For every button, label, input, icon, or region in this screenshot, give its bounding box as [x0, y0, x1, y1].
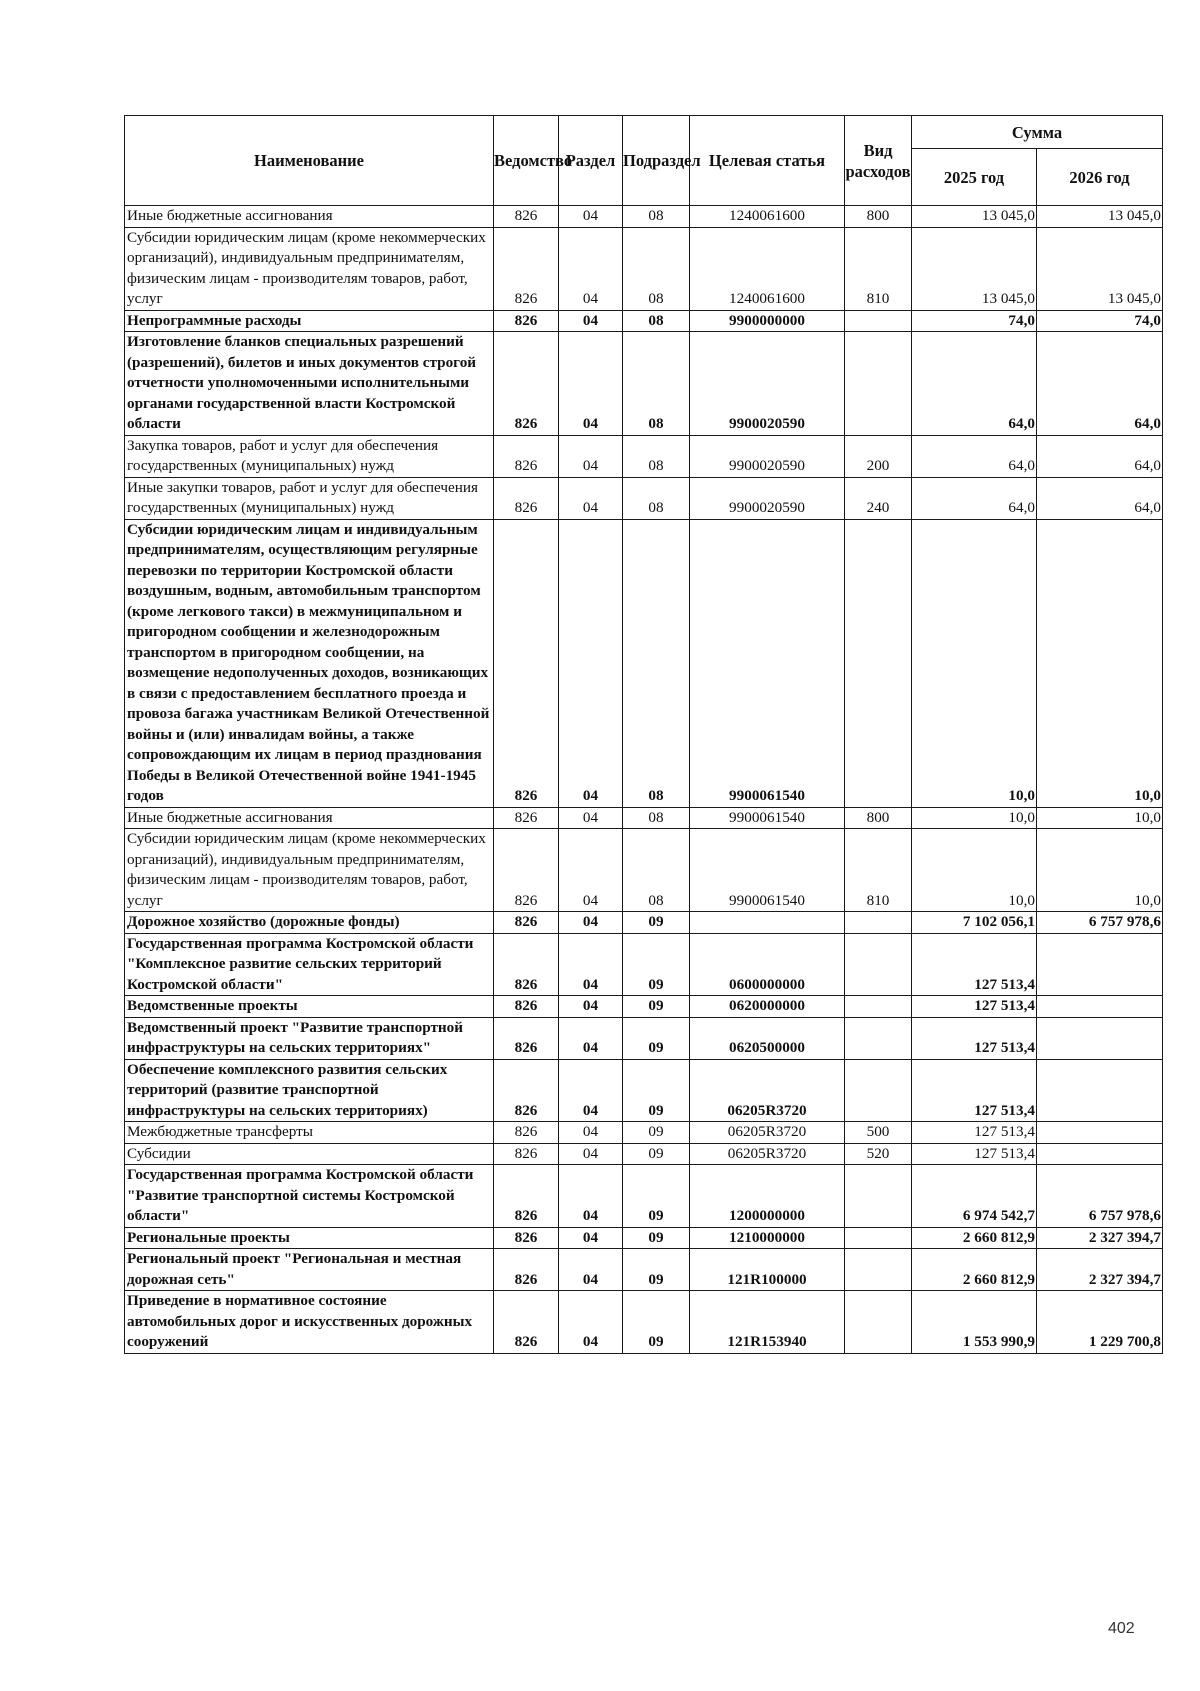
cell-expense-type — [845, 1165, 912, 1228]
budget-table — [124, 115, 1163, 1354]
cell-sum-2025: 10,0 — [912, 807, 1037, 829]
cell-target-article: 9900061540 — [690, 829, 845, 912]
cell-sum-2026: 2 327 394,7 — [1037, 1227, 1163, 1249]
cell-name: Приведение в нормативное состояние автомобильных дорог и искусственных дорожных сооружений — [125, 1291, 494, 1354]
cell-department: 826 — [494, 1122, 559, 1144]
cell-department: 826 — [494, 1165, 559, 1228]
cell-section: 04 — [559, 206, 623, 228]
cell-sum-2026: 74,0 — [1037, 310, 1163, 332]
cell-department: 826 — [494, 206, 559, 228]
table-row — [125, 1227, 1163, 1249]
cell-sum-2025: 13 045,0 — [912, 206, 1037, 228]
header-expense-type: Вид расходов — [845, 116, 912, 206]
table-row — [125, 1059, 1163, 1122]
cell-sum-2025: 64,0 — [912, 332, 1037, 436]
cell-sum-2026: 10,0 — [1037, 519, 1163, 807]
table-row — [125, 519, 1163, 807]
table-row — [125, 332, 1163, 436]
cell-department: 826 — [494, 912, 559, 934]
cell-name: Закупка товаров, работ и услуг для обеспечения государственных (муниципальных) нужд — [125, 435, 494, 477]
cell-department: 826 — [494, 477, 559, 519]
cell-expense-type: 810 — [845, 829, 912, 912]
cell-sum-2026: 6 757 978,6 — [1037, 1165, 1163, 1228]
cell-sum-2026: 10,0 — [1037, 807, 1163, 829]
cell-section: 04 — [559, 332, 623, 436]
cell-department: 826 — [494, 1227, 559, 1249]
cell-sum-2025: 127 513,4 — [912, 1122, 1037, 1144]
cell-department: 826 — [494, 1017, 559, 1059]
cell-target-article: 1200000000 — [690, 1165, 845, 1228]
table-row — [125, 912, 1163, 934]
header-target-article: Целевая статья — [690, 116, 845, 206]
cell-expense-type: 800 — [845, 807, 912, 829]
table-row — [125, 227, 1163, 310]
cell-subsection: 09 — [623, 912, 690, 934]
cell-section: 04 — [559, 1059, 623, 1122]
cell-expense-type — [845, 996, 912, 1018]
cell-department: 826 — [494, 1143, 559, 1165]
cell-department: 826 — [494, 1059, 559, 1122]
cell-sum-2025: 10,0 — [912, 519, 1037, 807]
cell-section: 04 — [559, 933, 623, 996]
cell-section: 04 — [559, 829, 623, 912]
cell-department: 826 — [494, 996, 559, 1018]
cell-sum-2025: 2 660 812,9 — [912, 1249, 1037, 1291]
cell-target-article: 06205R3720 — [690, 1122, 845, 1144]
cell-target-article: 121R153940 — [690, 1291, 845, 1354]
cell-name: Межбюджетные трансферты — [125, 1122, 494, 1144]
cell-name: Иные бюджетные ассигнования — [125, 206, 494, 228]
cell-target-article: 1240061600 — [690, 206, 845, 228]
cell-department: 826 — [494, 829, 559, 912]
cell-sum-2026: 6 757 978,6 — [1037, 912, 1163, 934]
cell-expense-type — [845, 519, 912, 807]
cell-section: 04 — [559, 1122, 623, 1144]
cell-expense-type: 800 — [845, 206, 912, 228]
cell-sum-2025: 64,0 — [912, 435, 1037, 477]
table-row — [125, 829, 1163, 912]
cell-department: 826 — [494, 310, 559, 332]
cell-subsection: 09 — [623, 1059, 690, 1122]
cell-subsection: 09 — [623, 1249, 690, 1291]
cell-sum-2026: 64,0 — [1037, 435, 1163, 477]
header-sum: Сумма — [912, 116, 1163, 149]
cell-section: 04 — [559, 227, 623, 310]
cell-target-article: 0600000000 — [690, 933, 845, 996]
cell-expense-type — [845, 310, 912, 332]
cell-subsection: 08 — [623, 206, 690, 228]
cell-sum-2025: 74,0 — [912, 310, 1037, 332]
cell-sum-2026 — [1037, 996, 1163, 1018]
cell-sum-2026: 64,0 — [1037, 332, 1163, 436]
cell-expense-type: 500 — [845, 1122, 912, 1144]
cell-name: Государственная программа Костромской области "Комплексное развитие сельских территорий Костромской области" — [125, 933, 494, 996]
cell-target-article: 0620000000 — [690, 996, 845, 1018]
cell-expense-type — [845, 1249, 912, 1291]
cell-sum-2025: 13 045,0 — [912, 227, 1037, 310]
cell-name: Изготовление бланков специальных разрешений (разрешений), билетов и иных документов строгой отчетности уполномоченными исполнительными органами государственной власти Костромской области — [125, 332, 494, 436]
table-body — [125, 206, 1163, 1354]
cell-section: 04 — [559, 807, 623, 829]
cell-name: Субсидии юридическим лицам и индивидуальным предпринимателям, осуществляющим регулярные перевозки по территории Костромской области воздушным, водным, автомобильным транспортом (кроме легкового такси) в межмуниципальном и пригородном сообщении и железнодорожным транспортом в пригородном сообщении, на возмещение недополученных доходов, возникающих в связи с предоставлением бесплатного проезда и провоза багажа участникам Великой Отечественной войны и (или) инвалидам войны, а также сопровождающим их лицам в период празднования Победы в Великой Отечественной войне 1941-1945 годов — [125, 519, 494, 807]
cell-target-article: 9900020590 — [690, 332, 845, 436]
cell-department: 826 — [494, 435, 559, 477]
cell-subsection: 09 — [623, 933, 690, 996]
cell-name: Обеспечение комплексного развития сельских территорий (развитие транспортной инфраструктуры на сельских территориях) — [125, 1059, 494, 1122]
cell-name: Иные закупки товаров, работ и услуг для обеспечения государственных (муниципальных) нужд — [125, 477, 494, 519]
cell-sum-2025: 127 513,4 — [912, 933, 1037, 996]
table-row — [125, 996, 1163, 1018]
cell-subsection: 08 — [623, 519, 690, 807]
cell-target-article: 1210000000 — [690, 1227, 845, 1249]
cell-section: 04 — [559, 1165, 623, 1228]
cell-name: Региональные проекты — [125, 1227, 494, 1249]
cell-expense-type: 810 — [845, 227, 912, 310]
cell-department: 826 — [494, 807, 559, 829]
cell-sum-2025: 10,0 — [912, 829, 1037, 912]
cell-sum-2025: 1 553 990,9 — [912, 1291, 1037, 1354]
cell-subsection: 08 — [623, 477, 690, 519]
cell-department: 826 — [494, 332, 559, 436]
cell-expense-type — [845, 933, 912, 996]
cell-name: Иные бюджетные ассигнования — [125, 807, 494, 829]
table-row — [125, 1017, 1163, 1059]
table-row — [125, 477, 1163, 519]
cell-section: 04 — [559, 1143, 623, 1165]
cell-section: 04 — [559, 912, 623, 934]
cell-sum-2026: 1 229 700,8 — [1037, 1291, 1163, 1354]
cell-target-article: 9900020590 — [690, 477, 845, 519]
cell-target-article: 0620500000 — [690, 1017, 845, 1059]
table-row — [125, 1165, 1163, 1228]
cell-section: 04 — [559, 1249, 623, 1291]
cell-subsection: 09 — [623, 1165, 690, 1228]
cell-expense-type — [845, 1017, 912, 1059]
cell-section: 04 — [559, 477, 623, 519]
cell-department: 826 — [494, 933, 559, 996]
cell-target-article: 9900000000 — [690, 310, 845, 332]
cell-name: Дорожное хозяйство (дорожные фонды) — [125, 912, 494, 934]
cell-sum-2026 — [1037, 1059, 1163, 1122]
cell-sum-2025: 2 660 812,9 — [912, 1227, 1037, 1249]
cell-sum-2025: 127 513,4 — [912, 996, 1037, 1018]
cell-sum-2026: 2 327 394,7 — [1037, 1249, 1163, 1291]
cell-department: 826 — [494, 1291, 559, 1354]
cell-subsection: 08 — [623, 807, 690, 829]
cell-subsection: 09 — [623, 1122, 690, 1144]
table-row — [125, 1291, 1163, 1354]
cell-sum-2025: 127 513,4 — [912, 1059, 1037, 1122]
cell-subsection: 08 — [623, 435, 690, 477]
cell-subsection: 09 — [623, 1143, 690, 1165]
cell-target-article: 9900020590 — [690, 435, 845, 477]
cell-section: 04 — [559, 519, 623, 807]
cell-department: 826 — [494, 1249, 559, 1291]
header-subsection: Подраздел — [623, 116, 690, 206]
cell-subsection: 09 — [623, 1017, 690, 1059]
cell-department: 826 — [494, 519, 559, 807]
cell-expense-type — [845, 1059, 912, 1122]
cell-expense-type: 240 — [845, 477, 912, 519]
cell-target-article: 1240061600 — [690, 227, 845, 310]
table-row — [125, 933, 1163, 996]
header-department: Ведомство — [494, 116, 559, 206]
table-row — [125, 807, 1163, 829]
cell-section: 04 — [559, 996, 623, 1018]
cell-name: Субсидии — [125, 1143, 494, 1165]
cell-subsection: 09 — [623, 996, 690, 1018]
cell-sum-2026 — [1037, 1143, 1163, 1165]
cell-name: Субсидии юридическим лицам (кроме некоммерческих организаций), индивидуальным предпринимателям, физическим лицам - производителям товаров, работ, услуг — [125, 227, 494, 310]
cell-target-article — [690, 912, 845, 934]
cell-name: Ведомственные проекты — [125, 996, 494, 1018]
cell-sum-2025: 127 513,4 — [912, 1017, 1037, 1059]
cell-name: Непрограммные расходы — [125, 310, 494, 332]
header-year-2025: 2025 год — [912, 149, 1037, 206]
cell-expense-type — [845, 1291, 912, 1354]
cell-subsection: 08 — [623, 310, 690, 332]
cell-expense-type: 200 — [845, 435, 912, 477]
cell-subsection: 08 — [623, 332, 690, 436]
cell-target-article: 9900061540 — [690, 519, 845, 807]
cell-subsection: 08 — [623, 227, 690, 310]
cell-subsection: 09 — [623, 1291, 690, 1354]
cell-name: Государственная программа Костромской области "Развитие транспортной системы Костромской области" — [125, 1165, 494, 1228]
cell-section: 04 — [559, 1017, 623, 1059]
cell-sum-2025: 7 102 056,1 — [912, 912, 1037, 934]
header-name: Наименование — [125, 116, 494, 206]
cell-expense-type — [845, 1227, 912, 1249]
cell-name: Субсидии юридическим лицам (кроме некоммерческих организаций), индивидуальным предпринимателям, физическим лицам - производителям товаров, работ, услуг — [125, 829, 494, 912]
cell-department: 826 — [494, 227, 559, 310]
cell-sum-2026: 13 045,0 — [1037, 206, 1163, 228]
header-section: Раздел — [559, 116, 623, 206]
cell-sum-2025: 64,0 — [912, 477, 1037, 519]
table-row — [125, 310, 1163, 332]
cell-name: Региональный проект "Региональная и местная дорожная сеть" — [125, 1249, 494, 1291]
page-number: 402 — [1108, 1620, 1135, 1637]
header-year-2026: 2026 год — [1037, 149, 1163, 206]
cell-target-article: 06205R3720 — [690, 1143, 845, 1165]
cell-section: 04 — [559, 310, 623, 332]
cell-sum-2026 — [1037, 933, 1163, 996]
table-row — [125, 206, 1163, 228]
cell-section: 04 — [559, 1291, 623, 1354]
table-row — [125, 1122, 1163, 1144]
cell-section: 04 — [559, 1227, 623, 1249]
cell-sum-2025: 127 513,4 — [912, 1143, 1037, 1165]
cell-section: 04 — [559, 435, 623, 477]
cell-sum-2025: 6 974 542,7 — [912, 1165, 1037, 1228]
cell-expense-type — [845, 912, 912, 934]
cell-target-article: 06205R3720 — [690, 1059, 845, 1122]
cell-expense-type: 520 — [845, 1143, 912, 1165]
cell-sum-2026 — [1037, 1017, 1163, 1059]
cell-sum-2026: 10,0 — [1037, 829, 1163, 912]
cell-name: Ведомственный проект "Развитие транспортной инфраструктуры на сельских территориях" — [125, 1017, 494, 1059]
table-row — [125, 435, 1163, 477]
cell-sum-2026 — [1037, 1122, 1163, 1144]
cell-sum-2026: 64,0 — [1037, 477, 1163, 519]
cell-target-article: 9900061540 — [690, 807, 845, 829]
cell-expense-type — [845, 332, 912, 436]
cell-subsection: 08 — [623, 829, 690, 912]
cell-subsection: 09 — [623, 1227, 690, 1249]
table-row — [125, 1249, 1163, 1291]
cell-target-article: 121R100000 — [690, 1249, 845, 1291]
cell-sum-2026: 13 045,0 — [1037, 227, 1163, 310]
table-row — [125, 1143, 1163, 1165]
